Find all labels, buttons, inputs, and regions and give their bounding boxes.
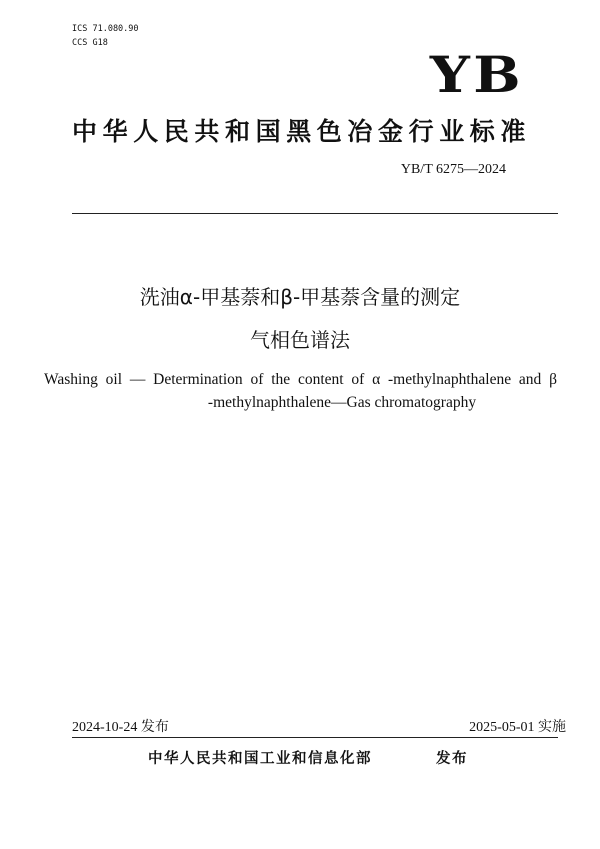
yb-logo: YB <box>429 45 524 104</box>
title-english-line-2: -methylnaphthalene—Gas chromatography <box>207 394 477 411</box>
standard-category: 中华人民共和国黑色冶金行业标准 <box>72 117 532 146</box>
issue-date: 2024-10-24 发布 <box>72 720 169 735</box>
publisher: 中华人民共和国工业和信息化部 <box>148 751 372 767</box>
standard-number: YB/T 6275—2024 <box>400 162 506 177</box>
title-english-line-1: Washing oil — Determination of the content of α -methylnaphthalene and β <box>44 371 557 388</box>
classification-codes <box>72 22 139 50</box>
title-chinese-line-2: 气相色谱法 <box>250 328 350 352</box>
title-chinese-line-1: 洗油α-甲基萘和β-甲基萘含量的测定 <box>139 285 461 309</box>
publish-label: 发布 <box>436 751 468 767</box>
implementation-date: 2025-05-01 实施 <box>469 720 566 735</box>
footer-divider <box>72 737 558 738</box>
header-divider <box>72 213 558 214</box>
ics-code: ICS 71.080.90 <box>72 24 139 34</box>
ccs-code: CCS G18 <box>72 38 108 48</box>
